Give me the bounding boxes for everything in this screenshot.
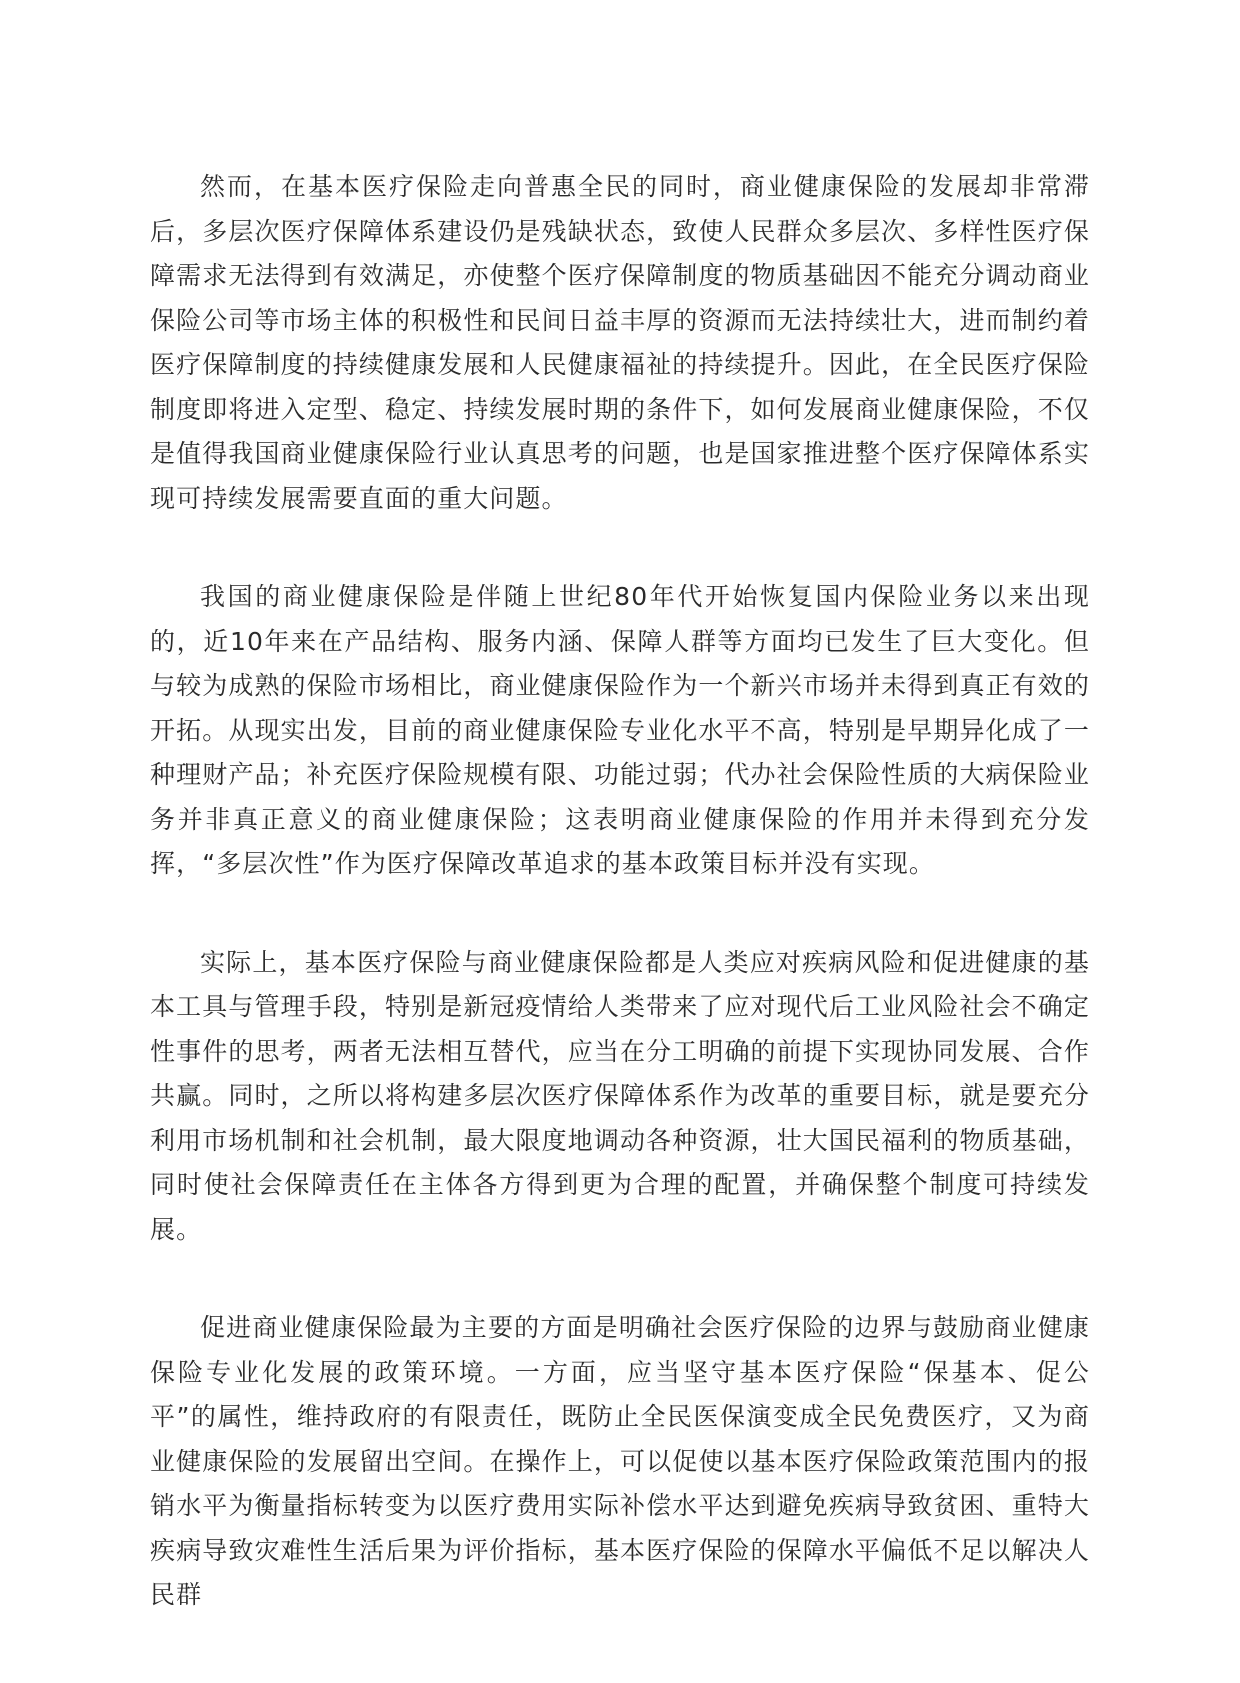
paragraph-4: 促进商业健康保险最为主要的方面是明确社会医疗保险的边界与鼓励商业健康保险专业化发展的政策环境。一方面，应当坚守基本医疗保险“保基本、促公平”的属性，维持政府的有限责任，既防止全民医保演变成全民免费医疗，又为商业健康保险的发展留出空间。在操作上，可以促使以基本医疗保险政策范围内的报销水平为衡量指标转变为以医疗费用实际补偿水平达到避免疾病导致贫困、重特大疾病导致灾难性生活后果为评价指标，基本医疗保险的保障水平偏低不足以解决人民群 <box>150 1313 1090 1609</box>
paragraph-2: 我国的商业健康保险是伴随上世纪80年代开始恢复国内保险业务以来出现的，近10年来在产品结构、服务内涵、保障人群等方面均已发生了巨大变化。但与较为成熟的保险市场相比，商业健康保险作为一个新兴市场并未得到真正有效的开拓。从现实出发，目前的商业健康保险专业化水平不高，特别是早期异化成了一种理财产品；补充医疗保险规模有限、功能过弱；代办社会保险性质的大病保险业务并非真正意义的商业健康保险；这表明商业健康保险的作用并未得到充分发挥，“多层次性”作为医疗保障改革追求的基本政策目标并没有实现。 <box>150 582 1090 878</box>
paragraph-1: 然而，在基本医疗保险走向普惠全民的同时，商业健康保险的发展却非常滞后，多层次医疗保障体系建设仍是残缺状态，致使人民群众多层次、多样性医疗保障需求无法得到有效满足，亦使整个医疗保障制度的物质基础因不能充分调动商业保险公司等市场主体的积极性和民间日益丰厚的资源而无法持续壮大，进而制约着医疗保障制度的持续健康发展和人民健康福祉的持续提升。因此，在全民医疗保险制度即将进入定型、稳定、持续发展时期的条件下，如何发展商业健康保险，不仅是值得我国商业健康保险行业认真思考的问题，也是国家推进整个医疗保障体系实现可持续发展需要直面的重大问题。 <box>150 172 1090 513</box>
body-text <box>150 165 1090 1672</box>
paragraph-3: 实际上，基本医疗保险与商业健康保险都是人类应对疾病风险和促进健康的基本工具与管理手段，特别是新冠疫情给人类带来了应对现代后工业风险社会不确定性事件的思考，两者无法相互替代，应当在分工明确的前提下实现协同发展、合作共赢。同时，之所以将构建多层次医疗保障体系作为改革的重要目标，就是要充分利用市场机制和社会机制，最大限度地调动各种资源，壮大国民福利的物质基础，同时使社会保障责任在主体各方得到更为合理的配置，并确保整个制度可持续发展。 <box>150 947 1090 1244</box>
